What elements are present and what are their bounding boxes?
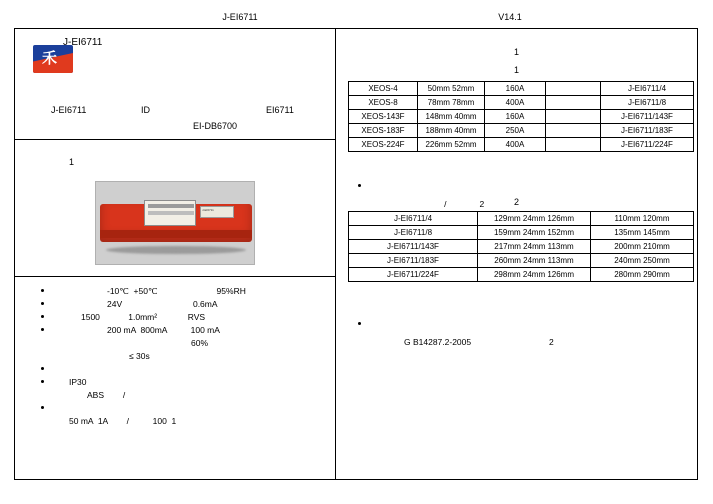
cell-size: 50mm 52mm [418,82,485,96]
cell-mounting: 135mm 145mm [591,226,694,240]
product-window-bar-1 [148,204,194,208]
list-item-label: IP30 [69,377,87,387]
cell-model: XEOS-8 [349,96,418,110]
cell-dimensions: 217mm 24mm 113mm [478,240,591,254]
product-window-image [144,200,196,226]
list-item-continuation [41,389,331,402]
list-item [41,324,331,337]
cell-dimensions: 298mm 24mm 126mm [478,268,591,282]
table-row [349,212,694,226]
cell-model: XEOS-4 [349,82,418,96]
left-rule-1 [15,139,335,140]
bullet-dot-icon [41,289,44,292]
intro-line-1 [51,105,294,115]
cell-product: J-EI6711/183F [601,124,694,138]
cell-blank [546,124,601,138]
standard-footnote-text: G B14287.2-2005 2 [396,337,554,347]
cell-model: J-EI6711/8 [349,226,478,240]
list-item-label: 200 mA 800mA 100 mA [107,325,220,335]
cell-current: 250A [485,124,546,138]
list-item-label: 50 mA 1A / 100 1 [69,416,177,426]
list-item-label: -10℃ +50℃ 95%RH [107,286,246,296]
list-item [41,285,331,298]
table-row [349,82,694,96]
cell-blank [546,96,601,110]
list-item-continuation [41,350,331,363]
cell-product: J-EI6711/143F [601,110,694,124]
cell-dimensions: 159mm 24mm 152mm [478,226,591,240]
list-item-continuation [41,415,331,428]
product-photo [95,181,255,265]
cell-model: J-EI6711/183F [349,254,478,268]
list-item-label: ≤ 30s [129,351,150,361]
logo-mark-icon [33,45,73,73]
list-item [41,363,331,376]
bullet-dot-icon [41,367,44,370]
list-item-label: ABS / [87,390,126,400]
cell-product: J-EI6711/4 [601,82,694,96]
list-item-label: 24V 0.6mA [107,299,218,309]
intro-series: EI6711 [266,105,294,115]
header-left-title: J-EI6711 [222,12,258,22]
list-item [41,298,331,311]
table-row [349,124,694,138]
intro-controller-model: EI-DB6700 [193,121,238,131]
list-item-continuation [41,337,331,350]
cell-blank [546,82,601,96]
cell-current: 160A [485,82,546,96]
cell-dimensions: 260mm 24mm 113mm [478,254,591,268]
cell-product: J-EI6711/224F [601,138,694,152]
bullet-dot-icon [358,184,361,187]
table-row [349,268,694,282]
cell-mounting: 110mm 120mm [591,212,694,226]
table1-caption: 1 [513,65,519,75]
spec-bullet-list [41,285,331,428]
brand-logo [33,45,75,75]
cell-blank [546,110,601,124]
cell-dimensions: 129mm 24mm 126mm [478,212,591,226]
table-row [349,254,694,268]
product-shadow [106,246,246,254]
cell-mounting: 200mm 210mm [591,240,694,254]
right-column [336,29,697,479]
bullet-dot-icon [41,328,44,331]
list-item [41,376,331,389]
section-number: 1 [69,157,75,167]
cell-size: 188mm 40mm [418,124,485,138]
list-item [41,311,331,324]
table-row [349,226,694,240]
table-row [349,96,694,110]
header-right-title: V14.1 [498,12,522,22]
bullet-dot-icon [41,315,44,318]
specification-table-1 [348,81,694,152]
cell-size: 78mm 78mm [418,96,485,110]
cell-model: XEOS-143F [349,110,418,124]
cell-product: J-EI6711/8 [601,96,694,110]
cell-model: J-EI6711/224F [349,268,478,282]
table1-footnote-text: / 2 [396,199,485,209]
specification-table-2 [348,211,694,282]
standard-footnote [358,317,554,357]
table-row [349,110,694,124]
bullet-dot-icon [41,302,44,305]
cell-current: 400A [485,138,546,152]
bullet-dot-icon [358,322,361,325]
logo-glyph: 禾 [42,49,58,67]
product-window-bar-2 [148,211,194,215]
cell-size: 226mm 52mm [418,138,485,152]
cell-current: 160A [485,110,546,124]
intro-model: J-EI6711 [51,105,87,115]
cell-model: J-EI6711/4 [349,212,478,226]
cell-mounting: 280mm 290mm [591,268,694,282]
table-row [349,240,694,254]
left-column [15,29,335,479]
list-item-label: 1500 1.0mm² RVS [81,312,206,322]
cell-current: 400A [485,96,546,110]
content-frame [14,28,698,480]
product-title: J-EI6711 [63,37,103,48]
cell-size: 148mm 40mm [418,110,485,124]
left-rule-2 [15,276,335,277]
table2-caption: 2 [513,197,519,207]
table-row [349,138,694,152]
list-item-label: 60% [191,338,209,348]
right-section-title-1: 1 [513,47,519,57]
product-nameplate: J-EI6711 [200,206,234,218]
intro-id-label: ID [141,105,150,115]
page-header [0,10,713,28]
cell-mounting: 240mm 250mm [591,254,694,268]
bullet-dot-icon [41,406,44,409]
cell-model: XEOS-183F [349,124,418,138]
bullet-dot-icon [41,380,44,383]
cell-blank [546,138,601,152]
cell-model: XEOS-224F [349,138,418,152]
cell-model: J-EI6711/143F [349,240,478,254]
list-item [41,402,331,415]
